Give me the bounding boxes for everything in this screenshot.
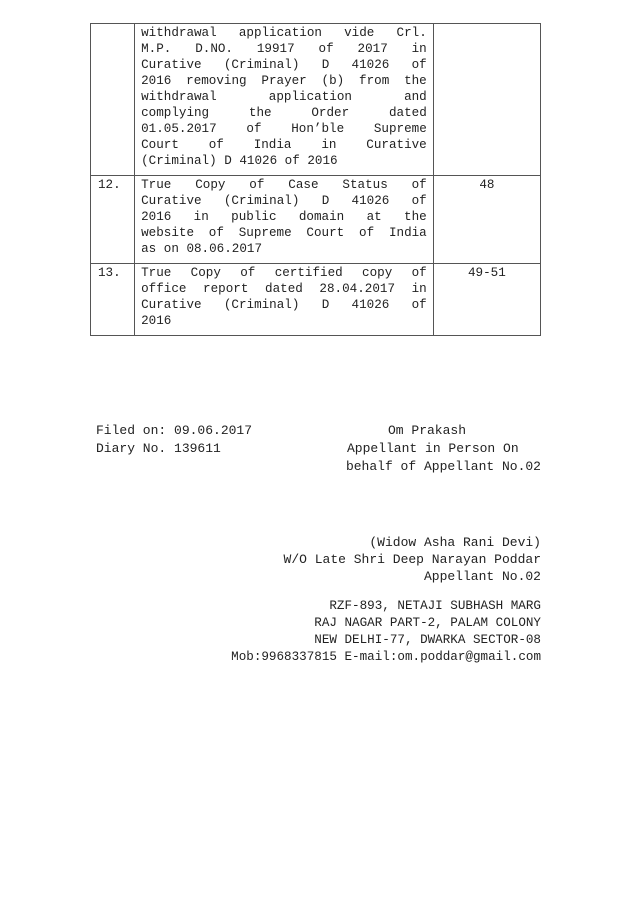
description-line: 2016 in public domain at the bbox=[141, 210, 427, 224]
description-line: 2016 bbox=[141, 314, 172, 328]
description-line: Court of India in Curative bbox=[141, 138, 427, 152]
description-line: Curative (Criminal) D 41026 of bbox=[141, 298, 427, 312]
table-row bbox=[91, 264, 541, 336]
description-line: True Copy of certified copy of bbox=[141, 266, 427, 280]
row-number: 12. bbox=[91, 176, 135, 264]
signatory-relation: W/O Late Shri Deep Narayan Poddar bbox=[283, 552, 541, 567]
description-line: complying the Order dated bbox=[141, 106, 427, 120]
table-row bbox=[91, 24, 541, 176]
row-number bbox=[91, 24, 135, 176]
description-line: as on 08.06.2017 bbox=[141, 242, 263, 256]
description-line: 01.05.2017 of Hon’ble Supreme bbox=[141, 122, 427, 136]
row-description bbox=[135, 24, 434, 176]
row-description bbox=[135, 264, 434, 336]
row-description bbox=[135, 176, 434, 264]
table-row bbox=[91, 176, 541, 264]
description-line: True Copy of Case Status of bbox=[141, 178, 427, 192]
description-line: (Criminal) D 41026 of 2016 bbox=[141, 154, 338, 168]
description-line: website of Supreme Court of India bbox=[141, 226, 427, 240]
description-line: 2016 removing Prayer (b) from the bbox=[141, 74, 427, 88]
description-line: Curative (Criminal) D 41026 of bbox=[141, 58, 427, 72]
row-number: 13. bbox=[91, 264, 135, 336]
signatory-name: (Widow Asha Rani Devi) bbox=[369, 535, 541, 550]
description-line: withdrawal application and bbox=[141, 90, 427, 104]
description-line: withdrawal application vide Crl. bbox=[141, 26, 427, 40]
address-line2: RAJ NAGAR PART-2, PALAM COLONY bbox=[314, 616, 541, 630]
description-line: M.P. D.NO. 19917 of 2017 in bbox=[141, 42, 427, 56]
row-page bbox=[433, 24, 540, 176]
address-line1: RZF-893, NETAJI SUBHASH MARG bbox=[329, 599, 541, 613]
filed-on-date: Filed on: 09.06.2017 bbox=[96, 423, 253, 438]
row-page: 48 bbox=[433, 176, 540, 264]
diary-number: Diary No. 139611 bbox=[96, 441, 221, 456]
appellant-role-line1: Appellant in Person On bbox=[347, 441, 519, 456]
contact-details: Mob:9968337815 E-mail:om.poddar@gmail.com bbox=[231, 650, 541, 664]
description-line: office report dated 28.04.2017 in bbox=[141, 282, 427, 296]
appellant-name: Om Prakash bbox=[388, 423, 467, 438]
index-table bbox=[90, 23, 541, 336]
appellant-role-line2: behalf of Appellant No.02 bbox=[345, 459, 541, 474]
row-page: 49-51 bbox=[433, 264, 540, 336]
signatory-role: Appellant No.02 bbox=[423, 569, 541, 584]
description-line: Curative (Criminal) D 41026 of bbox=[141, 194, 427, 208]
address-line3: NEW DELHI-77, DWARKA SECTOR-08 bbox=[314, 633, 541, 647]
